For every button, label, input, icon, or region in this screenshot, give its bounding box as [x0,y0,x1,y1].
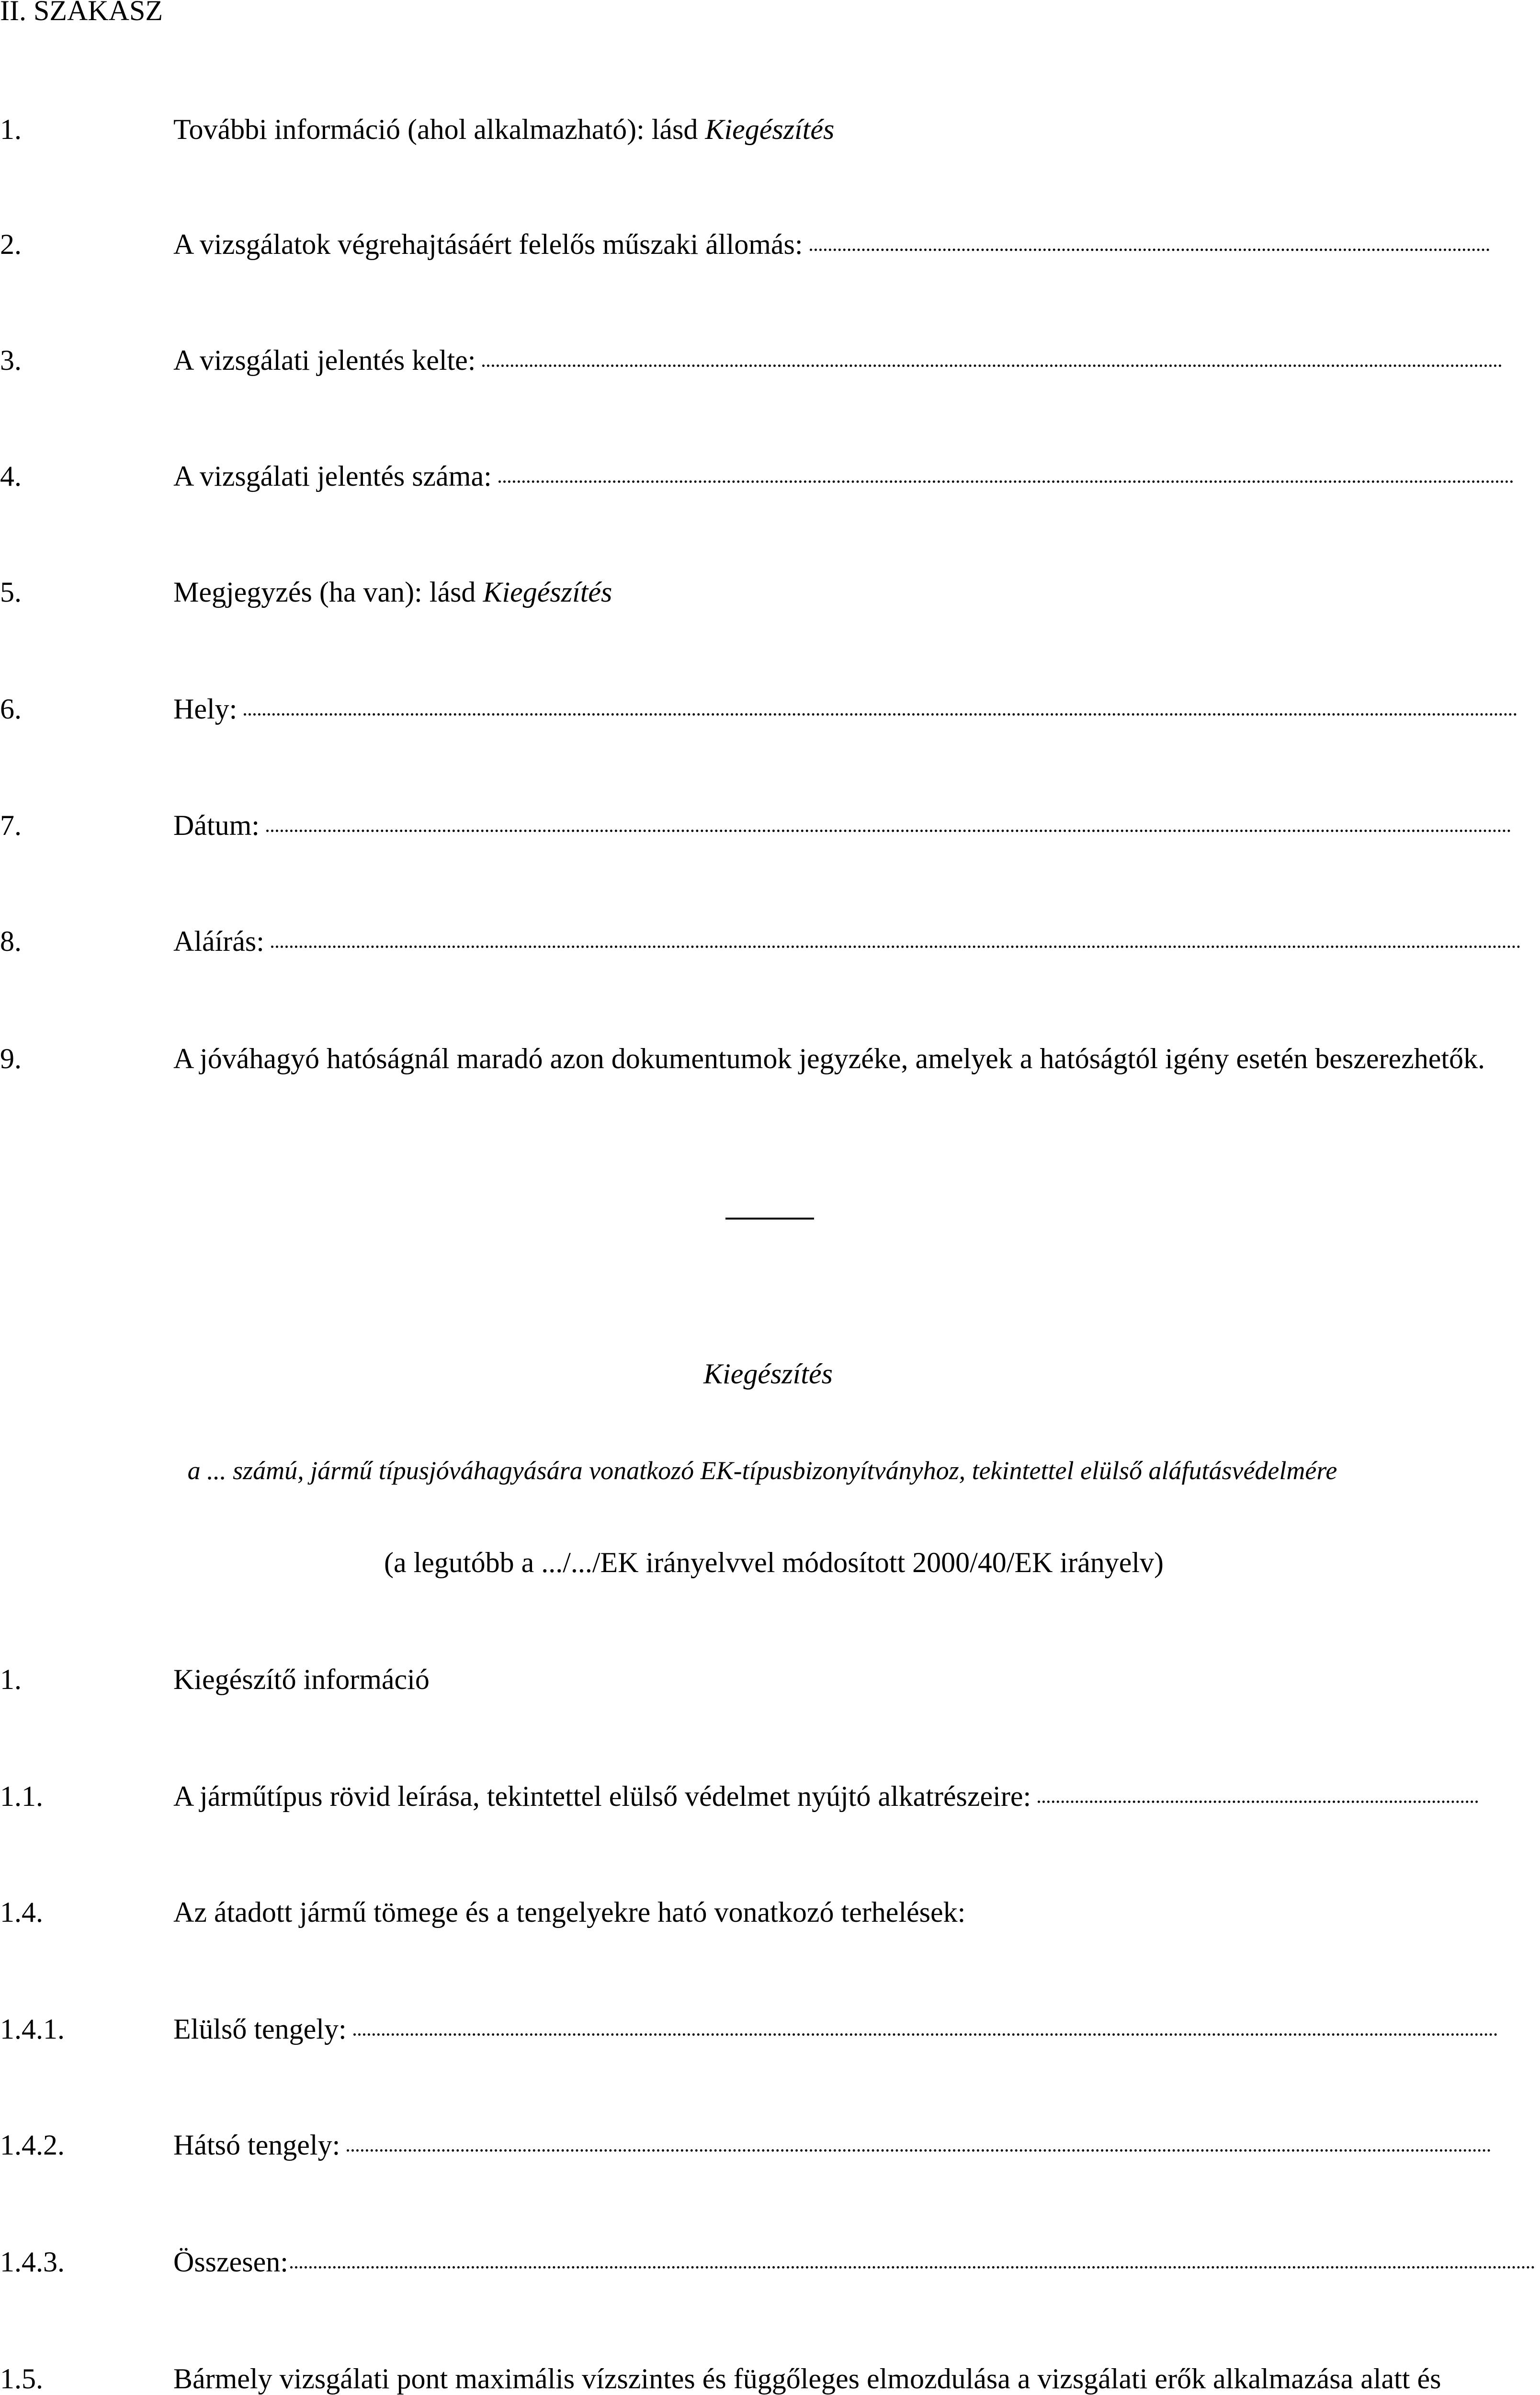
item-label-line: Bármely vizsgálati pont maximális vízszintes és függőleges elmozdulása a vizsgálati erők alkalmazása alatt és [173,2363,1441,2395]
fill-in-line[interactable] [810,249,1490,251]
field-label: A vizsgálati jelentés száma: [173,460,492,492]
form-field-row [173,922,1521,960]
item-label [173,110,834,148]
item-label-text: További információ (ahol alkalmazható): lásd [173,114,705,145]
field-label: Összesen: [173,2246,288,2278]
item-label: Kiegészítő információ [173,1664,430,1695]
fill-in-line[interactable] [482,365,1502,367]
field-label: Hely: [173,693,238,725]
field-label: Elülső tengely: [173,2013,347,2045]
item-label: Az átadott jármű tömege és a tengelyekre ható vonatkozó terhelések: [173,1896,966,1928]
form-field-row [173,1777,1478,1815]
fill-in-line[interactable] [244,713,1517,716]
field-label: Dátum: [173,810,260,841]
item-number: 2. [0,228,22,260]
item-number: 7. [0,810,22,841]
annex-reference: Kiegészítés [483,576,612,608]
item-number: 1.5. [0,2363,43,2395]
item-label-text: Megjegyzés (ha van): lásd [173,576,483,608]
fill-in-line[interactable] [271,946,1521,948]
form-field-row [173,806,1511,844]
form-field-row [173,2126,1491,2164]
item-number: 3. [0,344,22,376]
item-label [173,573,612,611]
fill-in-line[interactable] [353,2033,1498,2036]
fill-in-line[interactable] [290,2266,1535,2269]
item-number: 1.4.3. [0,2246,65,2278]
section-title: II. SZAKASZ [0,0,163,26]
field-label: A vizsgálatok végrehajtásáért felelős műszaki állomás: [173,228,803,260]
annex-title: Kiegészítés [703,1358,833,1390]
separator-rule [725,1218,814,1220]
item-paragraph: A jóváhagyó hatóságnál maradó azon dokumentumok jegyzéke, amelyek a hatóságtól igény esetén beszerezhetők. [173,1043,1485,1074]
fill-in-line[interactable] [347,2149,1491,2152]
form-field-row [173,2243,1535,2281]
item-number: 1. [0,114,22,145]
form-field-row [173,225,1490,263]
item-number: 8. [0,925,22,957]
item-number: 9. [0,1043,22,1074]
item-number: 1.1. [0,1780,43,1812]
fill-in-line[interactable] [266,830,1511,832]
field-label: A járműtípus rövid leírása, tekintettel elülső védelmet nyújtó alkatrészeire: [173,1780,1031,1812]
form-field-row [173,341,1502,379]
form-field-row [173,457,1514,495]
item-number: 1.4.1. [0,2013,65,2045]
item-number: 1.4. [0,1896,43,1928]
annex-amendment: (a legutóbb a .../.../EK irányelvvel módosított 2000/40/EK irányelv) [384,1547,1164,1578]
annex-subtitle: a ... számú, jármű típusjóváhagyására vonatkozó EK-típusbizonyítványhoz, tekintettel elülső aláfutásvédelmére [187,1456,1337,1485]
item-number: 5. [0,576,22,608]
item-number: 4. [0,460,22,492]
annex-reference: Kiegészítés [705,114,835,145]
field-label: Hátsó tengely: [173,2129,340,2161]
fill-in-line[interactable] [498,480,1514,483]
form-field-row [173,690,1517,728]
item-number: 1. [0,1664,22,1695]
fill-in-line[interactable] [1038,1801,1478,1803]
field-label: A vizsgálati jelentés kelte: [173,344,476,376]
item-number: 6. [0,693,22,725]
form-field-row [173,2010,1498,2048]
field-label: Aláírás: [173,925,264,957]
item-number: 1.4.2. [0,2129,65,2161]
